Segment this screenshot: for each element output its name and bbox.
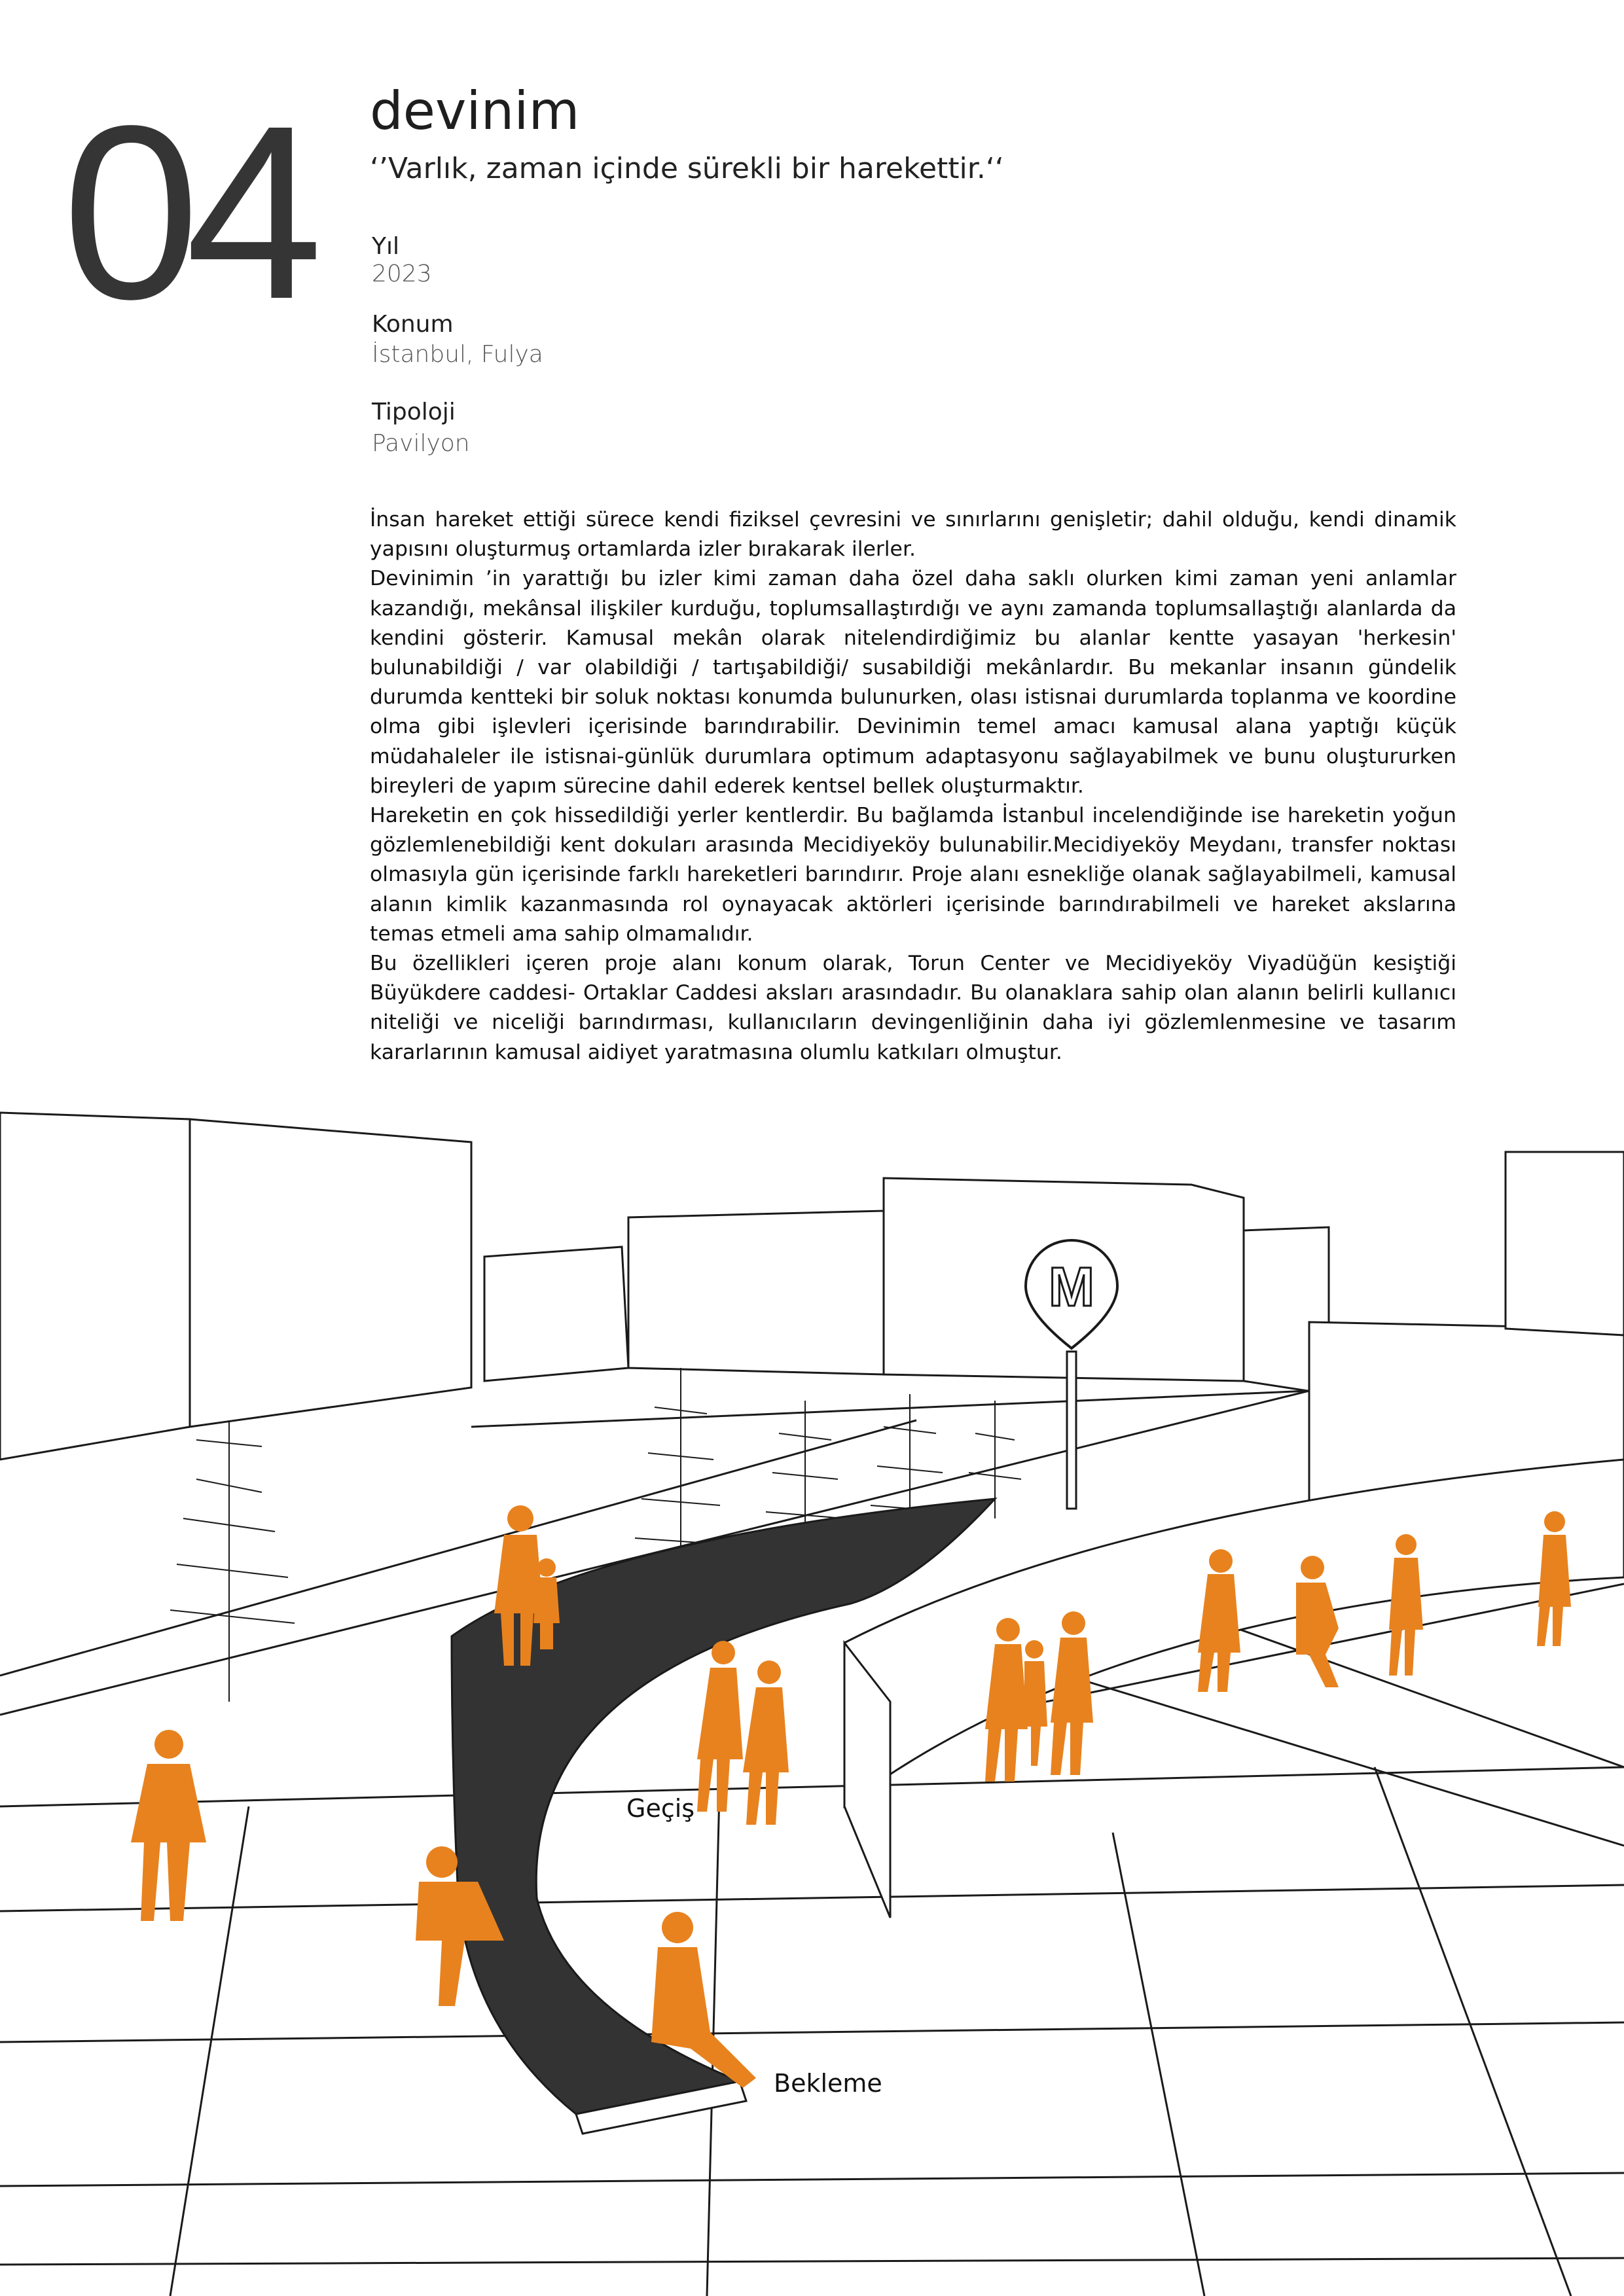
year-label: Yıl <box>372 233 399 260</box>
person-adult-with-child <box>494 1505 560 1666</box>
couple-standing <box>697 1641 789 1825</box>
project-number: 04 <box>62 75 309 351</box>
person-walking-left <box>131 1730 206 1921</box>
project-quote: ‘’Varlık, zaman içinde sürekli bir harekettir.‘‘ <box>370 152 1004 185</box>
paragraph-1: İnsan hareket ettiği sürece kendi fiziksel çevresini ve sınırlarını genişletir; dahil olduğu, kendi dinamik yapısını oluşturmuş ortamlarda izler bırakarak ilerler. <box>370 508 1456 562</box>
location-label: Konum <box>372 311 454 338</box>
typology-label: Tipoloji <box>372 399 456 425</box>
location-value: İstanbul, Fulya <box>372 341 543 368</box>
paragraph-2: Devinimin ’in yarattığı bu izler kimi zaman daha özel daha saklı olurken kimi zaman yeni anlamlar kazandığı, mekânsal ilişkiler kurduğu, toplumsallaştırdığı ve aynı zamanda toplumsallaştığı alanlarda da kendini gösterir. Kamusal mekân olarak nitelendirdiğimiz bu alanlar kentte yasayan 'herkesin' bulunabildiği / var olabildiği / tartışabildiği/ susabildiği mekânlardır. Bu mekanlar insanın gündelik durumda kentteki bir soluk noktası konumda bulunurken, olası istisnai durumlarda toplanma ve koordine olma gibi işlevleri içerisinde barındırabilir. Devinimin temel amacı kamusal alana yaptığı küçük müdahaleler ile istisnai-günlük durumlara optimum adaptasyonu sağlayabilmek ve bunu oluştururken bireyleri de yapım sürecine dahil ederek kentsel bellek oluşturmaktır. <box>370 567 1456 798</box>
label-gecis: Geçiş <box>626 1794 695 1823</box>
typology-value: Pavilyon <box>372 430 470 457</box>
year-value: 2023 <box>372 260 432 287</box>
description-text <box>370 505 1456 1067</box>
label-bekleme: Bekleme <box>774 2069 882 2098</box>
pavilion-perspective-illustration <box>0 1100 1624 2296</box>
project-title: devinim <box>370 81 580 141</box>
paragraph-3: Hareketin en çok hissedildiği yerler kentlerdir. Bu bağlamda İstanbul incelendiğinde ise hareketin yoğun gözlemlenebildiği kent dokuları arasında Mecidiyeköy bulunabilir.Mecidiyeköy Meydanı, transfer noktası olmasıyla gün içerisinde farklı hareketleri barındırır. Proje alanı esnekliğe olanak sağlayabilmeli, kamusal alanın kimlik kazanmasında rol oynayacak aktörleri içerisinde barındırabilmeli ve hareket akslarına temas etmeli ama sahip olmamalıdır. <box>370 804 1456 946</box>
paragraph-4: Bu özellikleri içeren proje alanı konum olarak, Torun Center ve Mecidiyeköy Viyadüğün kesiştiği Büyükdere caddesi- Ortaklar Caddesi aksları arasındadır. Bu olanaklara sahip olan alanın belirli kullanıcı niteliği ve niceliği barındırması, kullanıcıların devingenliğinin daha iyi gözlemlenmesine ve tasarım kararlarının kamusal aidiyet yaratmasına olumlu katkıları olmuştur. <box>370 952 1456 1064</box>
metro-sign-letter: M <box>1049 1256 1094 1318</box>
